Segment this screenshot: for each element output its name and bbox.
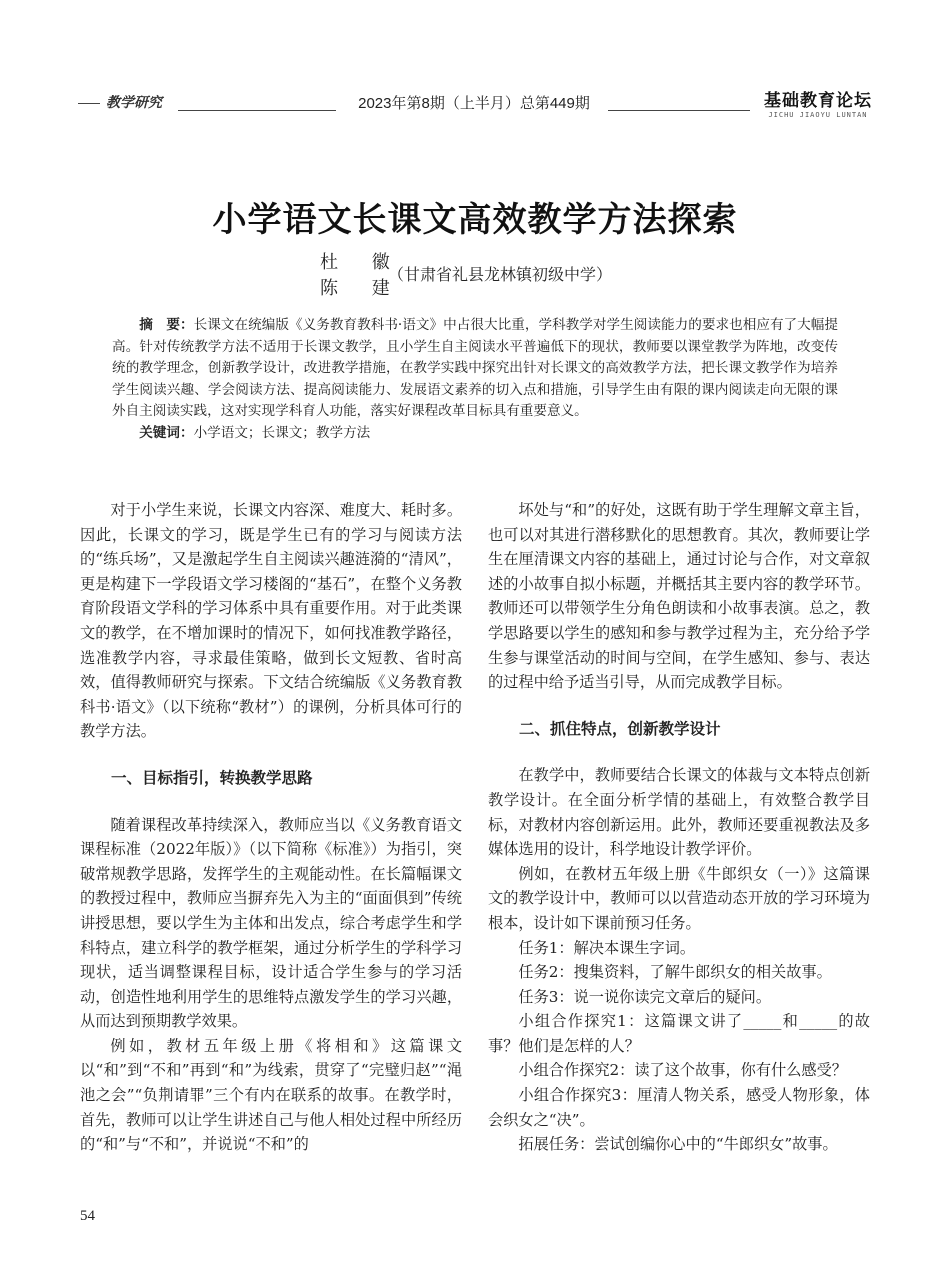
journal-pinyin: JICHU JIAOYU LUNTAN	[768, 111, 868, 119]
group-task-item: 小组合作探究2：读了这个故事，你有什么感受？	[518, 1061, 847, 1080]
body-paragraph: 在教学中，教师要结合长课文的体裁与文本特点创新教学设计。在全面分析学情的基础上，有效整合教学目标，对教材内容创新运用。此外，教师还要重视教法及多媒体选用的设计，科学地设计教学评价。	[488, 766, 870, 859]
issue-info: 2023年第8期（上半月）总第449期	[358, 95, 590, 112]
section-heading: 一、目标指引，转换教学思路	[111, 768, 313, 787]
author-name: 杜 徽	[320, 252, 404, 273]
keywords-label: 关键词：	[139, 424, 194, 441]
task-item: 任务3：说一说你读完文章后的疑问。	[518, 987, 772, 1006]
journal-logo	[764, 86, 872, 119]
task-item: 任务1：解决本课生字词。	[518, 938, 696, 957]
abstract-text: 长课文在统编版《义务教育教科书·语文》中占很大比重，学科教学对学生阅读能力的要求也相应有了大幅提高。针对传统教学方法不适用于长课文教学，且小学生自主阅读水平普遍低下的现状，教师要以课堂教学为阵地，改变传统的教学理念，创新教学设计，改进教学措施，在教学实践中探究出针对长课文的高效教学方法，把长课文教学作为培养学生阅读兴趣、学会阅读方法、提高阅读能力、发展语文素养的切入点和措施，引导学生由有限的课内阅读走向无限的课外自主阅读实践，这对实现学科育人功能，落实好课程改革目标具有重要意义。	[112, 317, 839, 420]
keywords-text: 小学语文；长课文；教学方法	[193, 424, 371, 441]
section-label: 教学研究	[78, 92, 162, 112]
keywords-line	[112, 423, 838, 445]
header-rule-left	[178, 110, 336, 111]
abstract-block	[112, 315, 838, 445]
body-column-right	[488, 498, 870, 1157]
group-task-item: 小组合作探究3：厘清人物关系，感受人物形象，体会织女之“决”。	[488, 1086, 870, 1129]
extension-task: 拓展任务：尝试创编你心中的“牛郎织女”故事。	[518, 1135, 838, 1154]
journal-name: 基础教育论坛	[764, 91, 872, 111]
section-heading: 二、抓住特点，创新教学设计	[519, 719, 721, 738]
abstract-label: 摘 要：	[139, 317, 194, 333]
running-header	[78, 88, 872, 118]
body-paragraph: 例如，教材五年级上册《将相和》这篇课文以“和”到“不和”再到“和”为线索，贯穿了“完璧归赵”“渑池之会”“负荆请罪”三个有内在联系的故事。在教学时，首先，教师可以让学生讲述自己与他人相处过程中所经历的“和”与“不和”，并说说“不和”的	[80, 1036, 462, 1154]
body-paragraph: 例如，在教材五年级上册《牛郎织女（一）》这篇课文的教学设计中，教师可以以营造动态开放的学习环境为根本，设计如下课前预习任务。	[488, 864, 870, 932]
task-item: 任务2：搜集资料，了解牛郎织女的相关故事。	[518, 963, 832, 982]
body-paragraph: 对于小学生来说，长课文内容深、难度大、耗时多。因此，长课文的学习，既是学生已有的学习与阅读方法的“练兵场”，又是激起学生自主阅读兴趣涟漪的“清风”，更是构建下一学段语文学习楼阁的“基石”，在整个义务教育阶段语文学科的学习体系中具有重要作用。对于此类课文的教学，在不增加课时的情况下，如何找准教学路径，选准教学内容，寻求最佳策略，做到长文短教、省时高效，值得教师研究与探索。下文结合统编版《义务教育教科书·语文》（以下统称“教材”）的课例，分析具体可行的教学方法。	[80, 501, 462, 741]
group-task-item: 小组合作探究1：这篇课文讲了_____和_____的故事？他们是怎样的人？	[488, 1012, 870, 1055]
body-paragraph: 坏处与“和”的好处，这既有助于学生理解文章主旨，也可以对其进行潜移默化的思想教育。其次，教师要让学生在厘清课文内容的基础上，通过讨论与合作，对文章叙述的小故事自拟小标题，并概括其主要内容的教学环节。教师还可以带领学生分角色朗读和小故事表演。总之，教学思路要以学生的感知和参与教学过程为主，充分给予学生参与课堂活动的时间与空间，在学生感知、参与、表达的过程中给予适当引导，从而完成教学目标。	[488, 501, 870, 692]
body-paragraph: 随着课程改革持续深入，教师应当以《义务教育语文课程标准（2022年版）》（以下简称《标准》）为指引，突破常规教学思路，发挥学生的主观能动性。在长篇幅课文的教授过程中，教师应当摒弃先入为主的“面面俱到”传统讲授思想，要以学生为主体和出发点，综合考虑学生和学科特点，建立科学的教学框架，通过分析学生的学科学习现状，适当调整课程目标，设计适合学生参与的学习活动，创造性地利用学生的思维特点激发学生的学习兴趣，从而达到预期教学效果。	[80, 815, 462, 1031]
page-number: 54	[80, 1208, 95, 1224]
abstract-paragraph	[112, 315, 838, 423]
author-name: 陈 建	[320, 278, 404, 299]
body-column-left	[80, 498, 462, 1157]
author-affiliation: （甘肃省礼县龙林镇初级中学）	[388, 265, 613, 284]
article-title: 小学语文长课文高效教学方法探索	[212, 200, 738, 240]
header-rule-right	[608, 110, 750, 111]
